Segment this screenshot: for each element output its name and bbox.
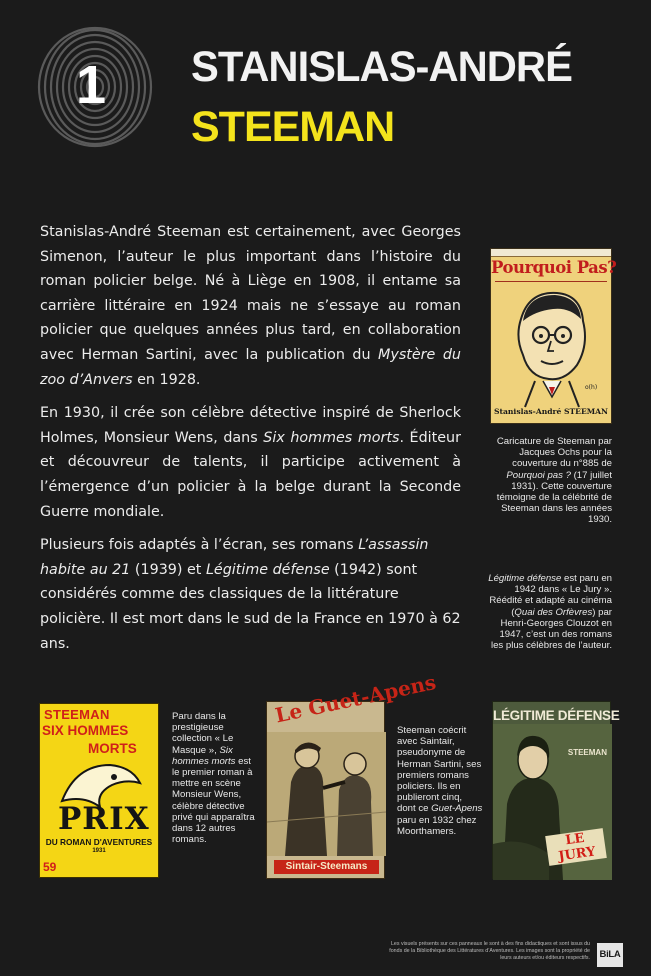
paragraph-3: Plusieurs fois adaptés à l’écran, ses romans L’assassin habite au 21 (1939) et Légitime défense (1942) sont considérés comme des classiques de la littérature policière. Il est mort dans le sud de la France en 1970 à 62 ans. xyxy=(40,537,461,652)
panel-number: 1 xyxy=(76,55,107,115)
caption-six-hommes-morts: Paru dans la prestigieuse collection « Le Masque », Six hommes morts est le premier roman à mettre en scène Monsieur Wens, célèbre détective privé qui apparaîtra dans 12 autres romans. xyxy=(172,711,255,846)
book-cover-guet-apens xyxy=(266,669,439,879)
caption-magazine: Caricature de Steeman par Jacques Ochs pour la couverture du n°885 de Pourquoi pas ? (17 juillet 1931). Cette couverture témoigne de la célébrité de Steeman dans les années 1930. xyxy=(496,436,612,526)
svg-text:o(h): o(h) xyxy=(585,384,598,391)
book-cover-legitime-defense xyxy=(492,701,620,879)
magazine-cover-image xyxy=(490,248,617,424)
cover-title: Le Guet-Apens xyxy=(273,669,439,728)
cover-author-band: Sintair-Steemans xyxy=(274,860,379,874)
cover-prix: PRIX xyxy=(58,801,150,837)
cover-author: STEEMAN xyxy=(44,707,110,722)
paragraph-1: Stanislas-André Steeman est certainement, avec Georges Simenon, l’auteur le plus important dans l’histoire du roman policier belge. Né à Liège en 1908, il entame sa carrière littéraire en 1924 mais ne s’essaye au roman policier que quelques années plus tard, en collaboration avec Herman Sartini, avec la publication du Mystère du zoo d’Anvers en 1928. xyxy=(40,224,461,388)
caption-legitime-defense: Légitime défense est paru en 1942 dans « Le Jury ». Réédité et adapté au cinéma (Quai des Orfèvres) par Henri-Georges Clouzot en 1947, c’est un des romans les plus célèbres de l’auteur. xyxy=(488,573,612,652)
cover-band: DU ROMAN D'AVENTURES xyxy=(45,837,153,847)
paragraph-2: En 1930, il crée son célèbre détective inspiré de Sherlock Holmes, Monsieur Wens, dans Six hommes morts. Éditeur et découvreur de talents, il participe activement à l’émergence d’un policier à la belge durant la Seconde Guerre mondiale. xyxy=(40,405,461,520)
page-title-line1: STANISLAS-ANDRÉ xyxy=(191,43,572,91)
caption-guet-apens: Steeman coécrit avec Saintair, pseudonyme de Herman Sartini, ses premiers romans policiers. Ils en publieront cinq, dont ce Guet-Apens paru en 1932 chez Moorthamers. xyxy=(397,725,483,837)
magazine-masthead-strip xyxy=(491,249,611,257)
divider xyxy=(495,281,607,282)
cover-badge: LE JURY xyxy=(545,828,607,866)
cover-title-line2: MORTS xyxy=(88,741,137,756)
main-text xyxy=(40,220,461,665)
cover-year: 1931 xyxy=(92,848,106,854)
bila-logo: BiLA xyxy=(597,943,623,967)
cover-author: STEEMAN xyxy=(567,748,607,757)
page-title-line2: STEEMAN xyxy=(191,103,395,151)
magazine-caption: Stanislas-André STEEMAN xyxy=(494,407,608,416)
cover-title-line1: SIX HOMMES xyxy=(42,723,129,738)
cover-number: 59 xyxy=(43,860,57,874)
cover-title: LÉGITIME DÉFENSE xyxy=(493,708,620,723)
cover-illustration xyxy=(267,732,386,856)
book-cover-six-hommes-morts xyxy=(39,703,159,878)
footer-credits: Les visuels présents sur ces panneaux le sont à des fins didactiques et sont issus du fonds de la Bibliothèque des Littératures d’Aventures. Les images sont la propriété de leurs auteurs et/ou éditeurs respectifs. xyxy=(389,941,590,961)
caricature-illustration xyxy=(499,285,605,407)
magazine-title: Pourquoi Pas? xyxy=(491,258,617,277)
